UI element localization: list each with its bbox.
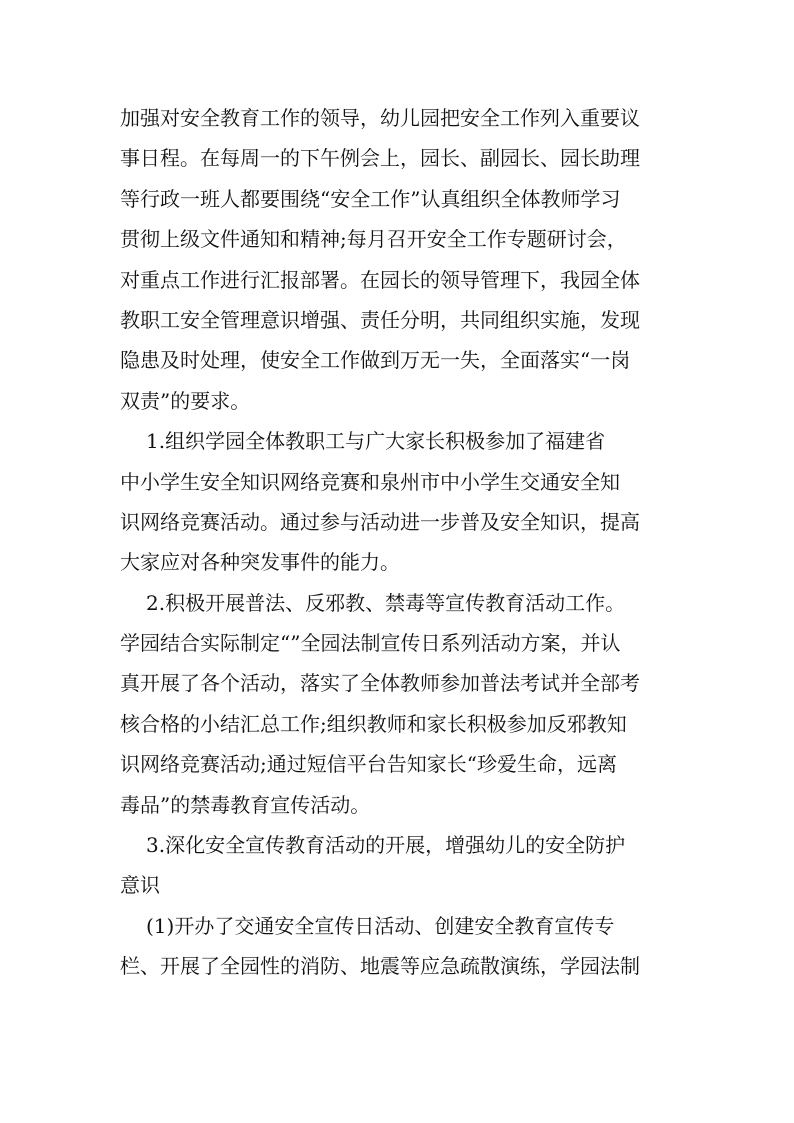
- text-line: 中小学生安全知识网络竞赛和泉州市中小学生交通安全知: [120, 469, 620, 494]
- text-line: 贯彻上级文件通知和精神;每月召开安全工作专题研讨会，: [120, 227, 627, 252]
- text-line: 意识: [120, 873, 160, 898]
- paragraph-first-line: 2.积极开展普法、反邪教、禁毒等宣传教育活动工作。: [146, 590, 626, 615]
- text-line: 大家应对各种突发事件的能力。: [120, 550, 400, 575]
- text-line: 事日程。在每周一的下午例会上，园长、副园长、园长助理: [120, 146, 640, 171]
- paragraph-first-line: 1.组织学园全体教职工与广大家长积极参加了福建省: [146, 429, 606, 454]
- text-line: 隐患及时处理，使安全工作做到万无一失，全面落实“一岗: [120, 348, 631, 373]
- text-line: 真开展了各个活动，落实了全体教师参加普法考试并全部考: [120, 671, 640, 696]
- paragraph-first-line: (1)开办了交通安全宣传日活动、创建安全教育宣传专: [146, 913, 615, 938]
- text-line: 栏、开展了全园性的消防、地震等应急疏散演练，学园法制: [120, 954, 640, 979]
- text-line: 核合格的小结汇总工作;组织教师和家长积极参加反邪教知: [120, 711, 627, 736]
- text-line: 识网络竞赛活动。通过参与活动进一步普及安全知识，提高: [120, 509, 640, 534]
- text-line: 加强对安全教育工作的领导，幼儿园把安全工作列入重要议: [120, 106, 640, 130]
- text-line: 学园结合实际制定“”全园法制宣传日系列活动方案，并认: [120, 631, 621, 656]
- text-line: 毒品”的禁毒教育宣传活动。: [120, 792, 371, 817]
- text-line: 识网络竞赛活动;通过短信平台告知家长“珍爱生命，远离: [120, 752, 617, 777]
- text-line: 对重点工作进行汇报部署。在园长的领导管理下，我园全体: [120, 267, 640, 292]
- text-line: 双责”的要求。: [120, 388, 251, 413]
- text-line: 等行政一班人都要围绕“安全工作”认真组织全体教师学习: [120, 186, 621, 211]
- paragraph-first-line: 3.深化安全宣传教育活动的开展，增强幼儿的安全防护: [146, 833, 626, 858]
- text-line: 教职工安全管理意识增强、责任分明，共同组织实施，发现: [120, 307, 640, 332]
